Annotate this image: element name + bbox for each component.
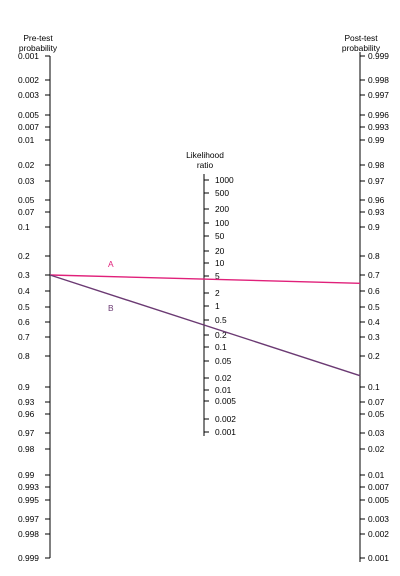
pretest-tick-label: 0.5 — [18, 302, 30, 312]
pretest-tick-label: 0.007 — [18, 122, 39, 132]
pretest-tick-label: 0.995 — [18, 495, 39, 505]
posttest-tick-label: 0.996 — [368, 110, 389, 120]
posttest-tick-label: 0.993 — [368, 122, 389, 132]
line-b-label: B — [108, 303, 114, 313]
posttest-tick-label: 0.003 — [368, 514, 389, 524]
likelihood-tick-label: 0.005 — [215, 396, 236, 406]
pretest-tick-label: 0.7 — [18, 332, 30, 342]
likelihood-tick-label: 50 — [215, 231, 225, 241]
posttest-tick-label: 0.02 — [368, 444, 385, 454]
likelihood-tick-label: 200 — [215, 204, 229, 214]
posttest-tick-label: 0.98 — [368, 160, 385, 170]
pretest-tick-label: 0.001 — [18, 51, 39, 61]
pretest-axis-title: Pre-test — [23, 33, 53, 43]
pretest-tick-label: 0.9 — [18, 382, 30, 392]
likelihood-tick-label: 500 — [215, 188, 229, 198]
posttest-tick-label: 0.001 — [368, 553, 389, 563]
posttest-tick-label: 0.1 — [368, 382, 380, 392]
pretest-tick-label: 0.96 — [18, 409, 35, 419]
pretest-tick-label: 0.02 — [18, 160, 35, 170]
pretest-tick-label: 0.005 — [18, 110, 39, 120]
pretest-tick-label: 0.07 — [18, 207, 35, 217]
pretest-tick-label: 0.03 — [18, 176, 35, 186]
pretest-tick-label: 0.01 — [18, 135, 35, 145]
pretest-tick-label: 0.99 — [18, 470, 35, 480]
posttest-tick-label: 0.9 — [368, 222, 380, 232]
likelihood-tick-label: 20 — [215, 246, 225, 256]
pretest-tick-label: 0.2 — [18, 251, 30, 261]
posttest-tick-label: 0.05 — [368, 409, 385, 419]
pretest-tick-label: 0.999 — [18, 553, 39, 563]
posttest-tick-label: 0.01 — [368, 470, 385, 480]
pretest-tick-label: 0.3 — [18, 270, 30, 280]
pretest-tick-label: 0.4 — [18, 286, 30, 296]
pretest-axis-title: probability — [18, 43, 58, 53]
pretest-tick-label: 0.002 — [18, 75, 39, 85]
pretest-tick-label: 0.8 — [18, 351, 30, 361]
posttest-tick-label: 0.3 — [368, 332, 380, 342]
likelihood-tick-label: 5 — [215, 271, 220, 281]
pretest-tick-label: 0.6 — [18, 317, 30, 327]
posttest-tick-label: 0.97 — [368, 176, 385, 186]
posttest-tick-label: 0.997 — [368, 90, 389, 100]
likelihood-axis-title: Likelihood — [186, 150, 224, 160]
posttest-tick-label: 0.99 — [368, 135, 385, 145]
likelihood-tick-label: 0.001 — [215, 427, 236, 437]
likelihood-tick-label: 0.02 — [215, 373, 232, 383]
posttest-tick-label: 0.002 — [368, 529, 389, 539]
likelihood-tick-label: 1000 — [215, 175, 234, 185]
posttest-tick-label: 0.7 — [368, 270, 380, 280]
posttest-axis-title: Post-test — [344, 33, 378, 43]
posttest-tick-label: 0.93 — [368, 207, 385, 217]
pretest-tick-label: 0.97 — [18, 428, 35, 438]
likelihood-tick-label: 0.002 — [215, 414, 236, 424]
likelihood-axis-title: ratio — [196, 160, 214, 170]
posttest-tick-label: 0.4 — [368, 317, 380, 327]
pretest-tick-label: 0.998 — [18, 529, 39, 539]
pretest-tick-label: 0.993 — [18, 482, 39, 492]
pretest-tick-label: 0.003 — [18, 90, 39, 100]
pretest-tick-label: 0.93 — [18, 397, 35, 407]
posttest-tick-label: 0.005 — [368, 495, 389, 505]
posttest-tick-label: 0.999 — [368, 51, 389, 61]
line-a-label: A — [108, 259, 114, 269]
posttest-tick-label: 0.03 — [368, 428, 385, 438]
pretest-tick-label: 0.05 — [18, 195, 35, 205]
likelihood-tick-label: 0.2 — [215, 330, 227, 340]
posttest-axis-title: probability — [341, 43, 381, 53]
posttest-tick-label: 0.2 — [368, 351, 380, 361]
posttest-tick-label: 0.07 — [368, 397, 385, 407]
likelihood-tick-label: 1 — [215, 301, 220, 311]
pretest-tick-label: 0.98 — [18, 444, 35, 454]
posttest-tick-label: 0.6 — [368, 286, 380, 296]
posttest-tick-label: 0.007 — [368, 482, 389, 492]
posttest-tick-label: 0.5 — [368, 302, 380, 312]
posttest-tick-label: 0.8 — [368, 251, 380, 261]
likelihood-tick-label: 2 — [215, 288, 220, 298]
likelihood-tick-label: 10 — [215, 258, 225, 268]
likelihood-tick-label: 0.01 — [215, 385, 232, 395]
likelihood-tick-label: 0.5 — [215, 315, 227, 325]
pretest-tick-label: 0.1 — [18, 222, 30, 232]
posttest-tick-label: 0.998 — [368, 75, 389, 85]
pretest-tick-label: 0.997 — [18, 514, 39, 524]
posttest-tick-label: 0.96 — [368, 195, 385, 205]
likelihood-tick-label: 100 — [215, 218, 229, 228]
likelihood-tick-label: 0.1 — [215, 342, 227, 352]
likelihood-tick-label: 0.05 — [215, 356, 232, 366]
